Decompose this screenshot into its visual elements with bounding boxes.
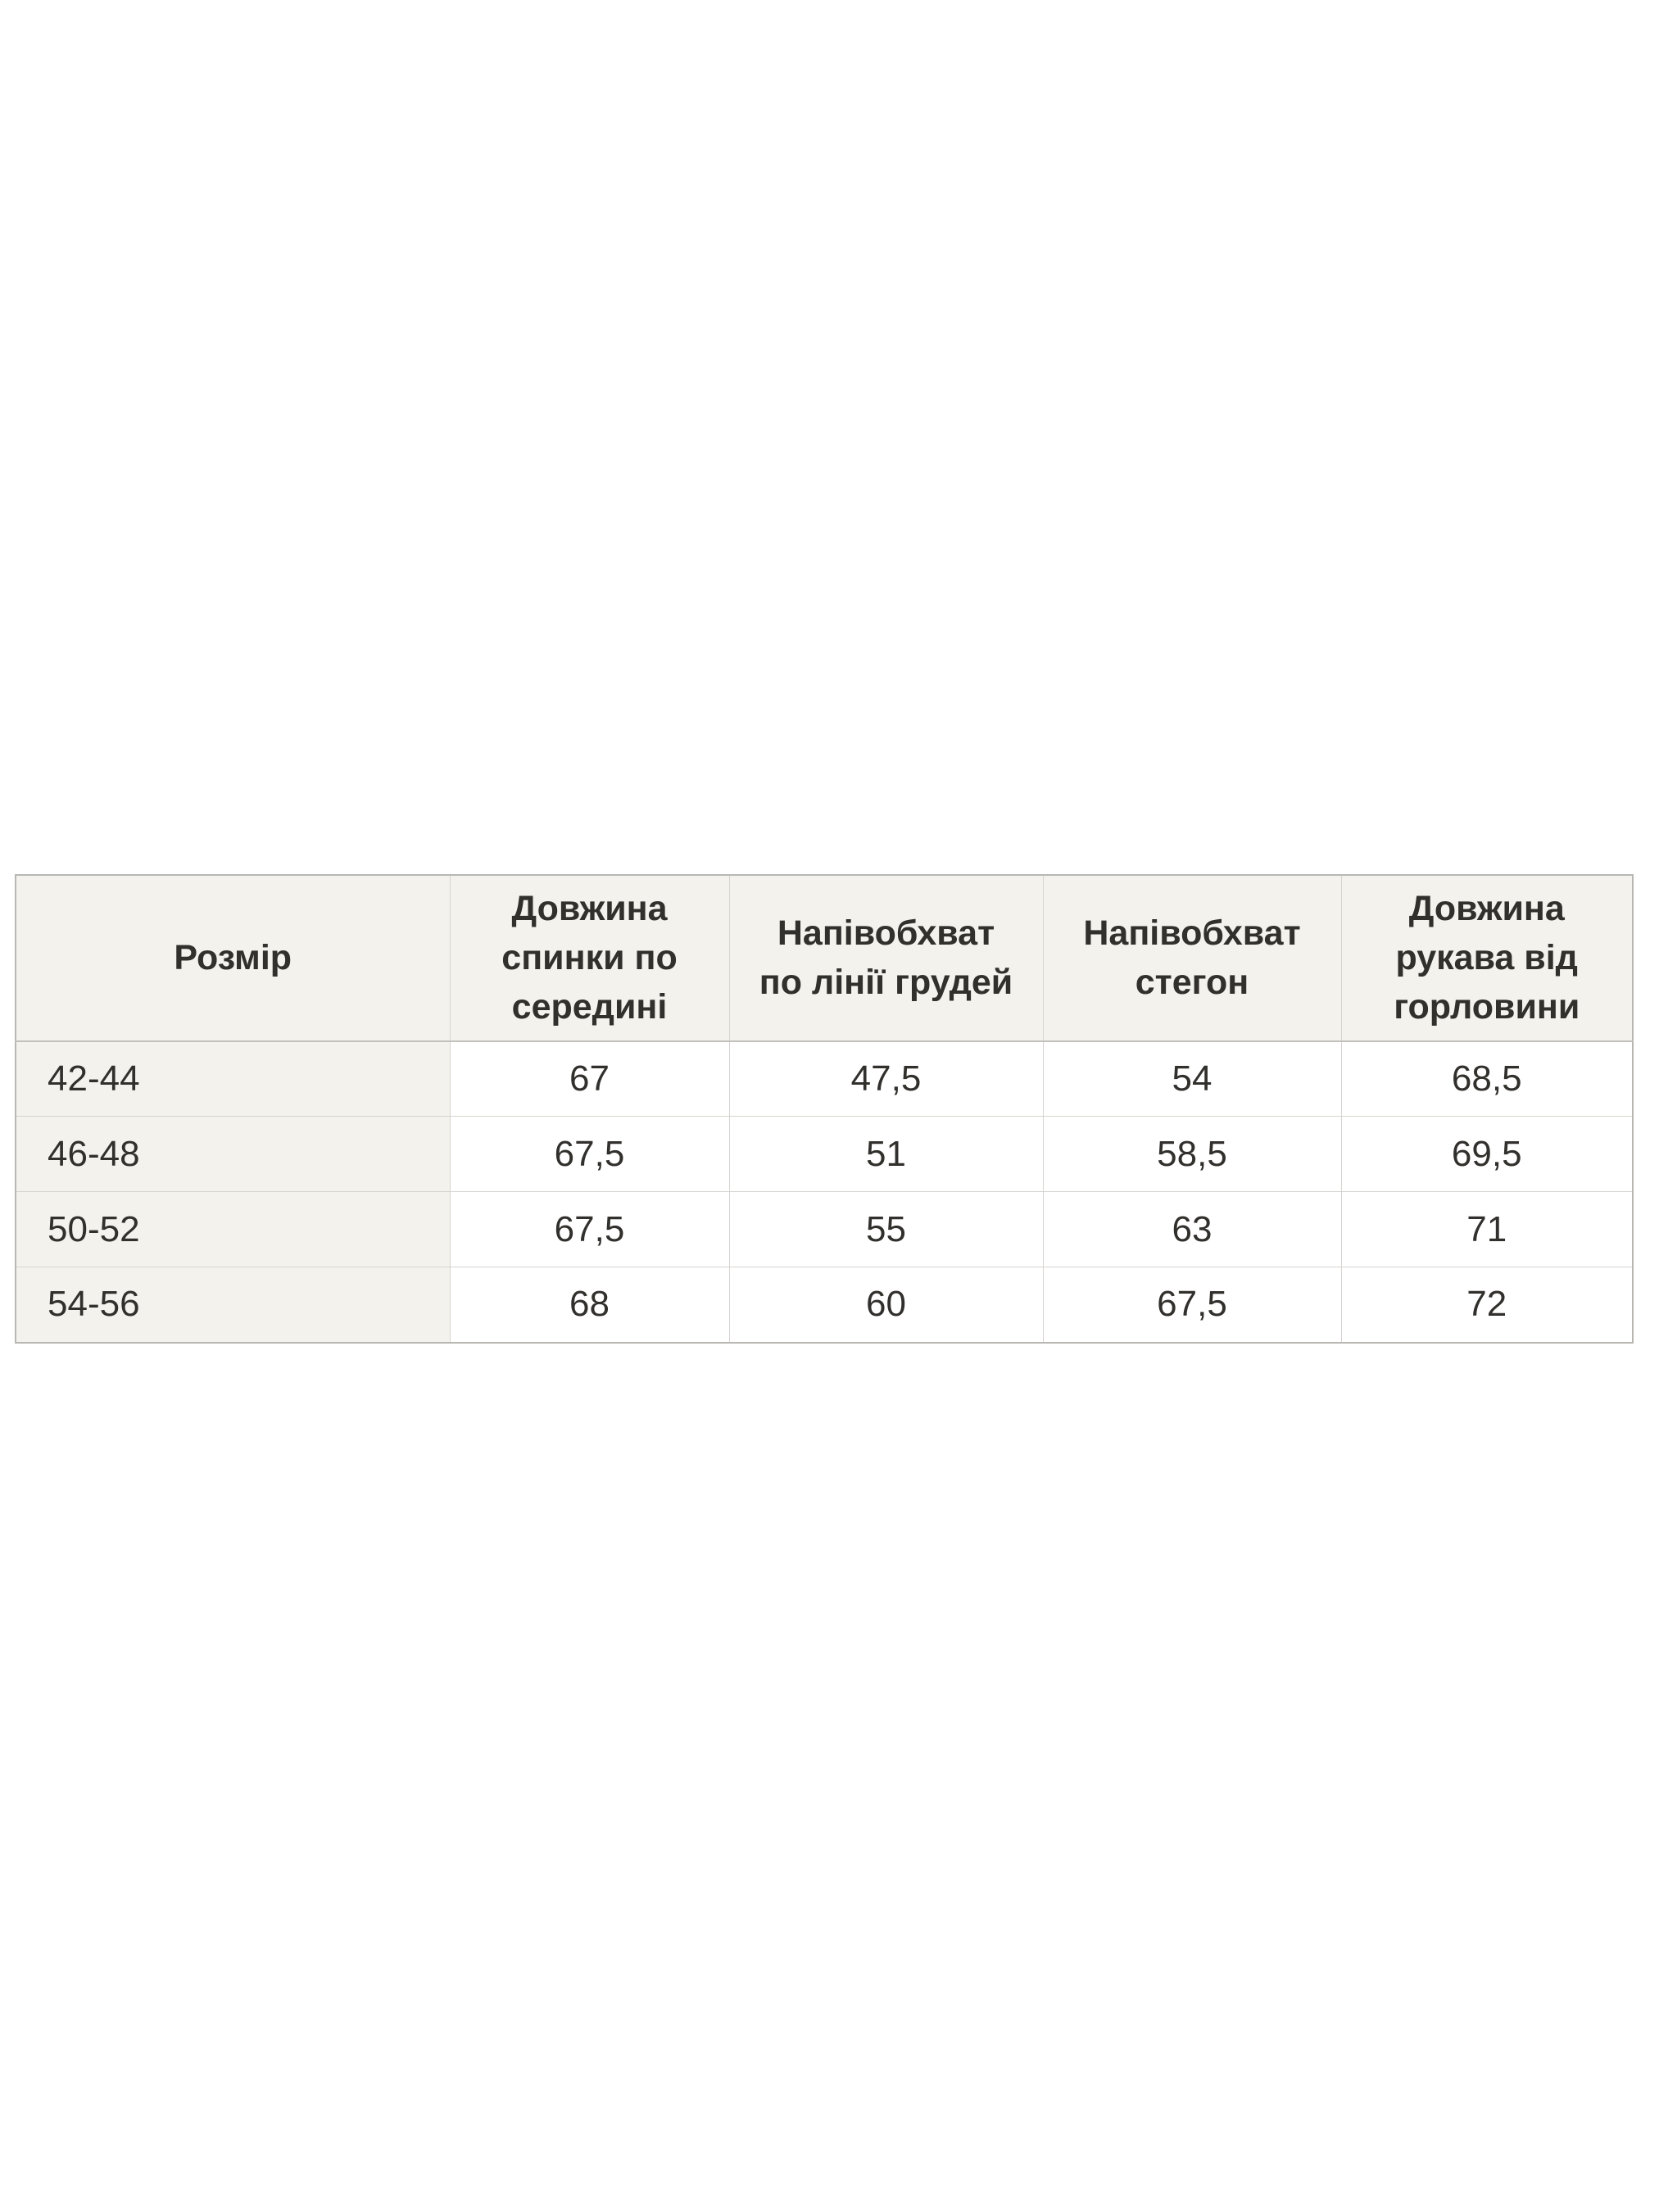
table-cell: 69,5 (1341, 1117, 1633, 1192)
header-cell-size: Розмір (16, 875, 450, 1041)
table-cell: 58,5 (1043, 1117, 1341, 1192)
table-cell: 72 (1341, 1267, 1633, 1343)
table-row (16, 1267, 1633, 1343)
header-cell-half-hips: Напівобхват стегон (1043, 875, 1341, 1041)
size-cell: 46-48 (16, 1117, 450, 1192)
table-cell: 55 (729, 1192, 1043, 1267)
table-cell: 51 (729, 1117, 1043, 1192)
table-row (16, 1117, 1633, 1192)
table-cell: 47,5 (729, 1041, 1043, 1117)
table-cell: 67 (450, 1041, 729, 1117)
size-table (15, 874, 1634, 1344)
size-chart (15, 874, 1632, 1344)
header-cell-back-length: Довжина спинки по середині (450, 875, 729, 1041)
table-cell: 54 (1043, 1041, 1341, 1117)
size-cell: 50-52 (16, 1192, 450, 1267)
table-cell: 68 (450, 1267, 729, 1343)
table-cell: 68,5 (1341, 1041, 1633, 1117)
table-cell: 67,5 (450, 1192, 729, 1267)
header-row (16, 875, 1633, 1041)
size-cell: 42-44 (16, 1041, 450, 1117)
table-cell: 67,5 (450, 1117, 729, 1192)
header-cell-sleeve-length: Довжина рукава від горловини (1341, 875, 1633, 1041)
table-row (16, 1041, 1633, 1117)
table-cell: 60 (729, 1267, 1043, 1343)
table-cell: 71 (1341, 1192, 1633, 1267)
table-row (16, 1192, 1633, 1267)
header-cell-half-chest: Напівобхват по лінії грудей (729, 875, 1043, 1041)
size-cell: 54-56 (16, 1267, 450, 1343)
table-cell: 63 (1043, 1192, 1341, 1267)
table-cell: 67,5 (1043, 1267, 1341, 1343)
